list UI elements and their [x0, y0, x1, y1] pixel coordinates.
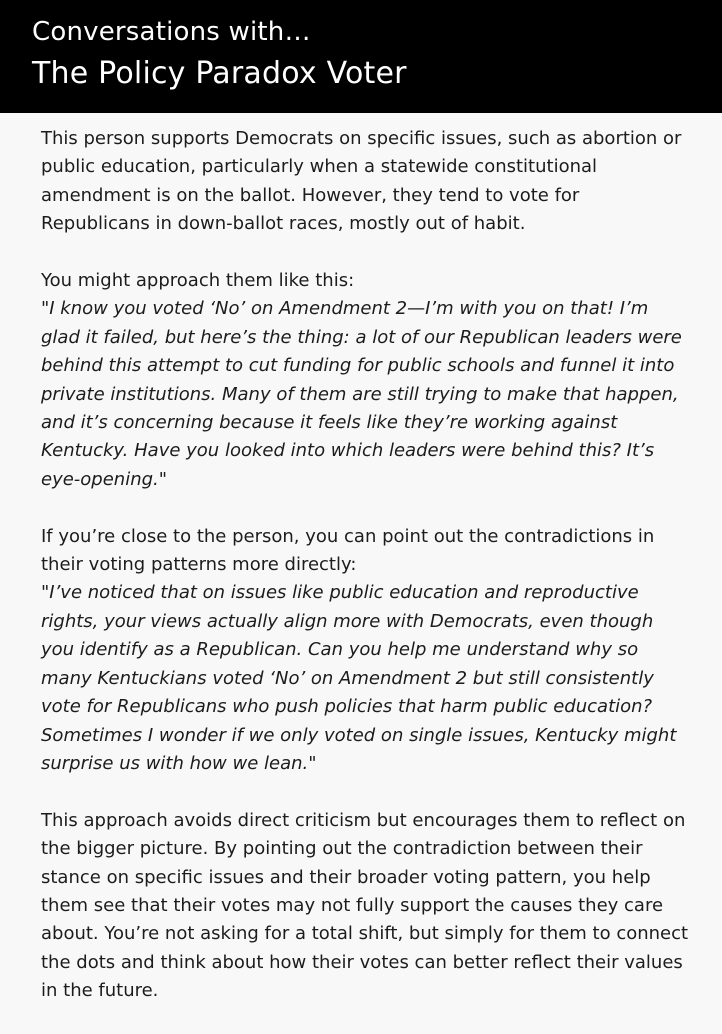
approach-quote: "I know you voted ‘No’ on Amendment 2—I’m with you on that! I’m glad it failed, but here’s the thing: a lot of our Republican leaders were behind this attempt to cut funding for public schools and funnel it into private institutions. Many of them are still trying to make that happen, and it’s concerning because it feels like they’re working against Kentucky. Have you looked into which leaders were behind this? It’s eye-opening." [41, 298, 682, 490]
approach-paragraph [41, 267, 691, 494]
page-title: The Policy Paradox Voter [32, 56, 407, 91]
header-banner [0, 0, 722, 113]
close-lead: If you’re close to the person, you can point out the contradictions in their voting patterns more directly: [41, 525, 655, 576]
close-quote: "I’ve noticed that on issues like public education and reproductive rights, your views actually align more with Democrats, even though you identify as a Republican. Can you help me understand why so many Kentuckians voted ‘No’ on Amendment 2 but still consistently vote for Republicans who push policies that harm public education? Sometimes I wonder if we only voted on single issues, Kentucky might surprise us with how we lean." [41, 582, 677, 774]
intro-paragraph: This person supports Democrats on specific issues, such as abortion or public education, particularly when a statewide constitutional amendment is on the ballot. However, they tend to vote for Republicans in down-ballot races, mostly out of habit. [41, 128, 682, 235]
close-paragraph [41, 523, 691, 779]
header-kicker: Conversations with… [32, 17, 311, 47]
article-body [41, 125, 691, 1034]
approach-lead: You might approach them like this: [41, 270, 355, 292]
conclusion-paragraph: This approach avoids direct criticism but encourages them to reflect on the bigger picture. By pointing out the contradiction between their stance on specific issues and their broader voting pattern, you help them see that their votes may not fully support the causes they care about. You’re not asking for a total shift, but simply for them to connect the dots and think about how their votes can better reflect their values in the future. [41, 809, 689, 1002]
